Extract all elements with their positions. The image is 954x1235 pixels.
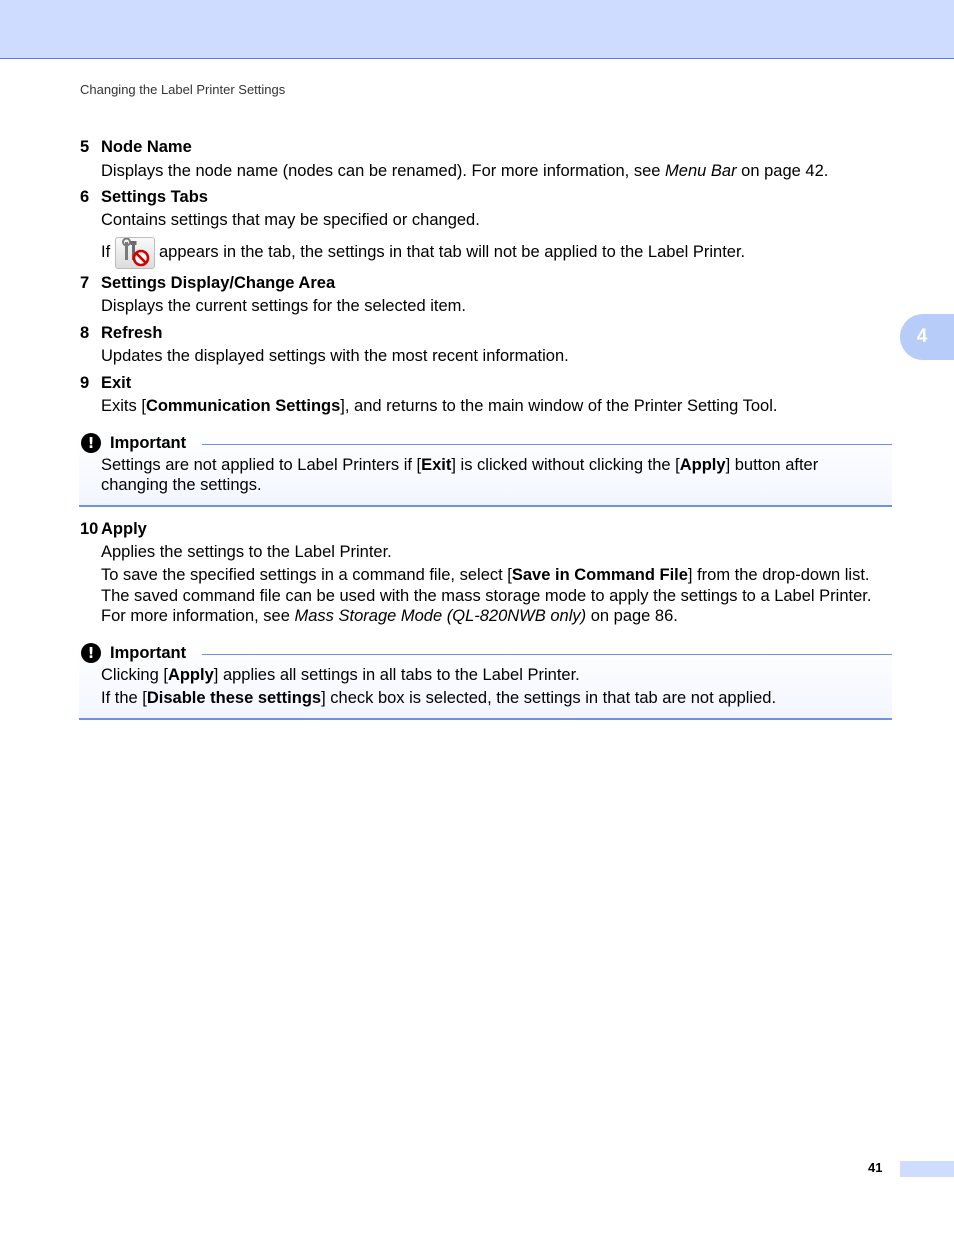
item-description: For more information, see Mass Storage Mode (QL-820NWB only) on page 86. (101, 607, 678, 625)
item-heading: Settings Display/Change Area (101, 274, 336, 292)
item-number: 7 (80, 274, 90, 292)
item-heading: Settings Tabs (101, 188, 208, 206)
item-description: To save the specified settings in a command file, select [Save in Command File] from the drop-down list. (101, 566, 870, 584)
settings-disabled-icon (115, 237, 155, 269)
item-number: 8 (80, 324, 90, 342)
item-description: Displays the node name (nodes can be renamed). For more information, see Menu Bar on page 42. (101, 162, 829, 180)
exclamation-icon: ! (81, 643, 101, 663)
item-number: 5 (80, 138, 90, 156)
item-number: 10 (80, 520, 99, 538)
item-if-text: If (101, 243, 111, 261)
header-band (0, 0, 954, 59)
item-description: Exits [Communication Settings], and returns to the main window of the Printer Setting Tool. (101, 397, 778, 415)
chapter-number: 4 (916, 326, 928, 347)
item-description: Updates the displayed settings with the most recent information. (101, 347, 569, 365)
item-heading: Apply (101, 520, 147, 538)
item-description: Displays the current settings for the selected item. (101, 297, 466, 315)
exclamation-icon: ! (81, 433, 101, 453)
important-label: Important (110, 644, 187, 662)
item-heading: Exit (101, 374, 132, 392)
chapter-tab (900, 314, 954, 360)
xref-link: Mass Storage Mode (QL-820NWB only) (294, 607, 587, 625)
important-text: Settings are not applied to Label Printers if [Exit] is clicked without clicking the [Apply] button after (101, 456, 819, 474)
important-label: Important (110, 434, 187, 452)
important-text: changing the settings. (101, 476, 262, 494)
item-heading: Refresh (101, 324, 163, 342)
important-rule (202, 444, 892, 445)
footer-bar (900, 1161, 954, 1177)
item-description: Applies the settings to the Label Printer. (101, 543, 392, 561)
item-description: The saved command file can be used with the mass storage mode to apply the settings to a Label Printer. (101, 587, 872, 605)
item-number: 9 (80, 374, 90, 392)
important-text: If the [Disable these settings] check box is selected, the settings in that tab are not applied. (101, 689, 777, 707)
page-number: 41 (868, 1160, 883, 1175)
xref-link: Menu Bar (665, 162, 737, 180)
important-rule (202, 654, 892, 655)
item-heading: Node Name (101, 138, 192, 156)
item-if-text-continued: appears in the tab, the settings in that tab will not be applied to the Label Printer. (159, 243, 746, 261)
item-number: 6 (80, 188, 90, 206)
running-header: Changing the Label Printer Settings (80, 82, 286, 97)
item-description: Contains settings that may be specified or changed. (101, 211, 480, 229)
important-text: Clicking [Apply] applies all settings in all tabs to the Label Printer. (101, 666, 580, 684)
